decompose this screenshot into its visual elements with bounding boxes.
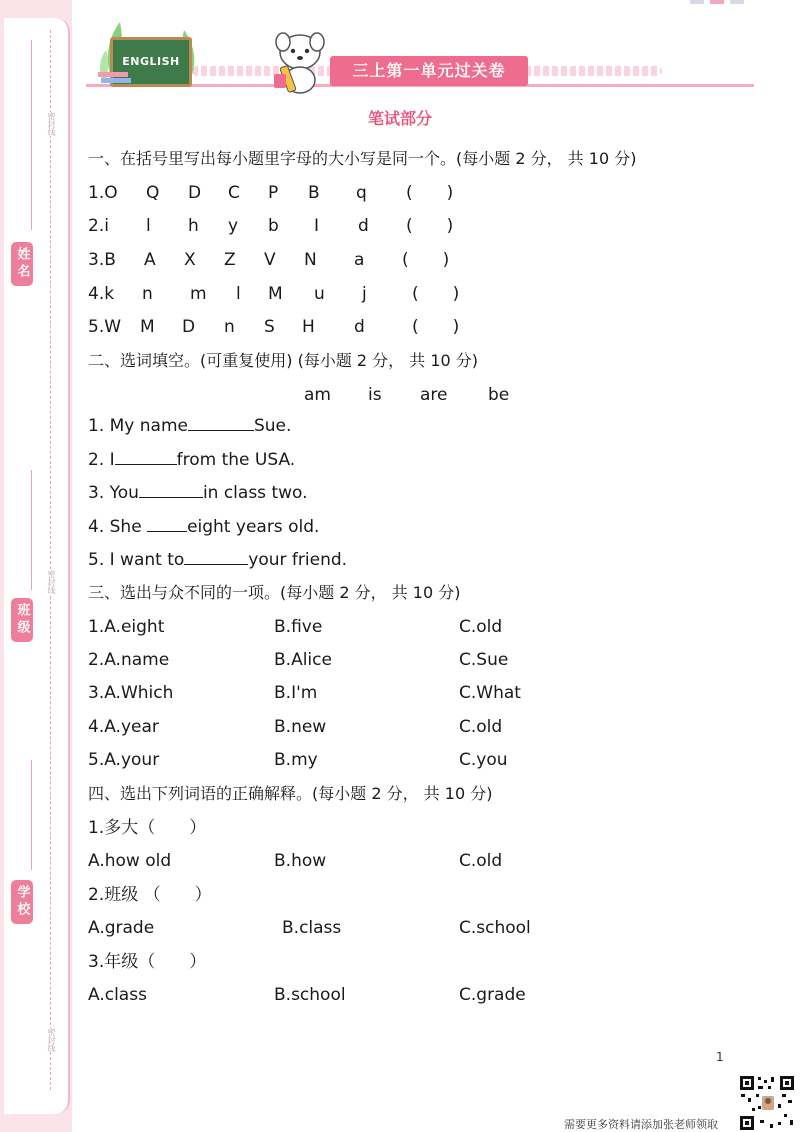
part1-heading: 一、在括号里写出每小题里字母的大小写是同一个。(每小题 2 分， 共 10 分) <box>88 149 637 168</box>
part3-heading: 三、选出与众不同的一项。(每小题 2 分， 共 10 分) <box>88 583 461 602</box>
sentence-start: 1. My name <box>88 416 188 436</box>
letter: S <box>264 317 275 337</box>
list-item <box>88 414 291 437</box>
school-field-label: 学校 <box>11 880 33 924</box>
option-c[interactable]: C.school <box>459 918 531 938</box>
letter: j <box>362 284 367 304</box>
letter: M <box>268 284 283 304</box>
letter: N <box>304 250 317 270</box>
sentence-end: from the USA. <box>176 450 296 470</box>
letter: u <box>314 284 325 304</box>
letter: h <box>188 216 199 236</box>
fill-blank[interactable] <box>188 414 254 431</box>
option-c[interactable]: C.Sue <box>459 650 509 670</box>
answer-parentheses[interactable]: ( ) <box>406 216 454 236</box>
option-b[interactable]: B.how <box>274 851 327 871</box>
seal-dashed-line <box>50 30 51 1090</box>
fill-blank[interactable] <box>115 448 177 465</box>
seal-label-bottom: 密封线 <box>44 1028 56 1052</box>
letter: A <box>144 250 156 270</box>
option-b[interactable]: B.school <box>274 985 346 1005</box>
letter: a <box>354 250 365 270</box>
option-b[interactable]: B.Alice <box>274 650 332 670</box>
name-field-label: 姓名 <box>11 242 33 286</box>
list-item <box>88 481 308 504</box>
letter: B <box>308 183 320 203</box>
option-c[interactable]: C.old <box>459 717 503 737</box>
sentence-start: 2. I <box>88 450 115 470</box>
letter: Q <box>146 183 160 203</box>
fill-blank[interactable] <box>147 515 187 532</box>
section-title: 笔试部分 <box>367 109 432 128</box>
option-c[interactable]: C.you <box>459 750 508 770</box>
answer-parentheses[interactable]: ( ) <box>412 284 460 304</box>
answer-parentheses[interactable]: ( ) <box>412 317 460 337</box>
part1-row-number: 4.k <box>88 284 115 304</box>
name-write-line <box>31 40 32 230</box>
letter: V <box>264 250 276 270</box>
word-bank-item: are <box>420 385 448 405</box>
books-icon <box>98 70 138 86</box>
exam-title-banner: 三上第一单元过关卷 <box>330 56 528 86</box>
fill-blank[interactable] <box>139 481 203 498</box>
letter: y <box>228 216 239 236</box>
list-item <box>88 515 319 538</box>
school-write-line <box>31 760 32 870</box>
list-item <box>88 448 295 471</box>
letter: d <box>354 317 365 337</box>
letter: b <box>268 216 279 236</box>
option-c[interactable]: C.What <box>459 683 521 703</box>
page-number: 1 <box>716 1050 724 1064</box>
letter: H <box>302 317 315 337</box>
option-a[interactable]: 2.A.name <box>88 650 170 670</box>
sentence-start: 4. She <box>88 517 148 537</box>
sentence-start: 5. I want to <box>88 550 185 570</box>
chalkboard-text: ENGLISH <box>122 55 180 68</box>
seal-label-top: 密封线 <box>44 112 56 136</box>
question-prompt: 3.年级（ ） <box>88 952 207 972</box>
option-b[interactable]: B.five <box>274 617 323 637</box>
part1-row-number: 1.O <box>88 183 118 203</box>
class-write-line <box>31 470 32 590</box>
letter: n <box>224 317 235 337</box>
option-b[interactable]: B.class <box>282 918 342 938</box>
option-a[interactable]: 3.A.Which <box>88 683 174 703</box>
binding-margin-inner <box>4 18 70 1114</box>
letter: D <box>188 183 202 203</box>
option-a[interactable]: A.how old <box>88 851 172 871</box>
option-c[interactable]: C.grade <box>459 985 526 1005</box>
letter: M <box>140 317 155 337</box>
sentence-end: Sue. <box>253 416 292 436</box>
option-a[interactable]: 4.A.year <box>88 717 159 737</box>
sentence-end: your friend. <box>248 550 348 570</box>
seal-label-middle: 密封线 <box>44 570 56 594</box>
option-c[interactable]: C.old <box>459 617 503 637</box>
qr-code-icon <box>738 1074 796 1132</box>
footer-note: 需要更多资料请添加张老师领取 <box>564 1118 718 1131</box>
sentence-start: 3. You <box>88 483 139 503</box>
option-b[interactable]: B.new <box>274 717 327 737</box>
option-b[interactable]: B.my <box>274 750 318 770</box>
answer-parentheses[interactable]: ( ) <box>406 183 454 203</box>
letter: X <box>184 250 196 270</box>
part4-heading: 四、选出下列词语的正确解释。(每小题 2 分， 共 10 分) <box>88 784 493 803</box>
option-c[interactable]: C.old <box>459 851 503 871</box>
dog-mascot-icon <box>270 30 334 96</box>
option-a[interactable]: A.class <box>88 985 147 1005</box>
fill-blank[interactable] <box>184 548 248 565</box>
question-prompt: 2.班级 （ ） <box>88 885 212 905</box>
word-bank-item: be <box>488 385 510 405</box>
part1-row-number: 5.W <box>88 317 122 337</box>
word-bank-item: am <box>304 385 331 405</box>
letter: D <box>182 317 196 337</box>
top-decoration-marks <box>690 0 754 6</box>
letter: q <box>356 183 367 203</box>
letter: m <box>190 284 207 304</box>
class-field-label: 班级 <box>11 598 33 642</box>
sentence-end: eight years old. <box>187 517 320 537</box>
option-a[interactable]: 5.A.your <box>88 750 160 770</box>
letter: I <box>314 216 320 236</box>
part1-row-number: 2.i <box>88 216 109 236</box>
letter: d <box>358 216 369 236</box>
letter: l <box>236 284 241 304</box>
answer-parentheses[interactable]: ( ) <box>402 250 450 270</box>
list-item <box>88 548 347 571</box>
binding-margin <box>0 0 72 1132</box>
option-b[interactable]: B.I'm <box>274 683 318 703</box>
letter: C <box>228 183 240 203</box>
question-prompt: 1.多大（ ） <box>88 818 207 838</box>
letter: P <box>268 183 279 203</box>
option-a[interactable]: A.grade <box>88 918 155 938</box>
letter: n <box>142 284 153 304</box>
sentence-end: in class two. <box>202 483 308 503</box>
letter: Z <box>224 250 236 270</box>
letter: l <box>146 216 151 236</box>
part1-row-number: 3.B <box>88 250 116 270</box>
option-a[interactable]: 1.A.eight <box>88 617 165 637</box>
word-bank-item: is <box>368 385 382 405</box>
part2-heading: 二、选词填空。(可重复使用) (每小题 2 分， 共 10 分) <box>88 351 479 370</box>
